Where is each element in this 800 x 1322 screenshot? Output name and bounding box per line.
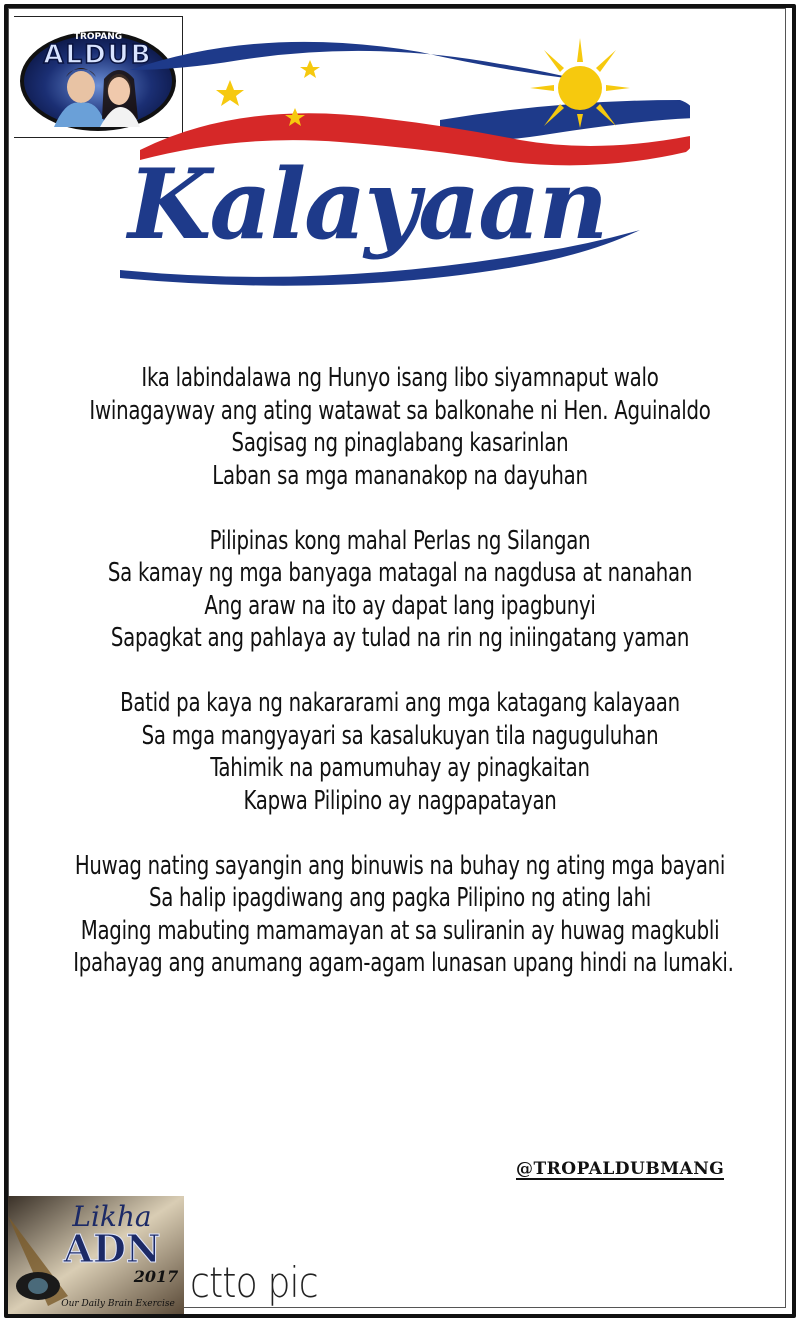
- poem-stanza: [20, 525, 780, 655]
- logo-main-text: ADN: [63, 1226, 161, 1271]
- poem: [20, 362, 780, 1012]
- poem-line: Iwinagayway ang ating watawat sa balkonahe ni Hen. Aguinaldo: [89, 395, 711, 426]
- logo-script-text: Likha: [72, 1200, 152, 1233]
- kalayaan-banner: [120, 30, 690, 290]
- poem-line: Ipahayag ang anumang agam-agam lunasan upang hindi na lumaki.: [73, 948, 734, 978]
- author-handle: @TROPALDUBMANG: [516, 1159, 725, 1179]
- banner-title: Kalayaan: [128, 148, 607, 261]
- poem-stanza: [20, 850, 780, 980]
- poem-line: Huwag nating sayangin ang binuwis na buhay ng ating mga bayani: [74, 850, 726, 881]
- star-icon: [300, 60, 320, 78]
- poem-line: Pilipinas kong mahal Perlas ng Silangan: [209, 525, 591, 556]
- poem-line: Ika labindalawa ng Hunyo isang libo siyamnaput walo: [141, 363, 659, 393]
- poem-line: Sagisag ng pinaglabang kasarinlan: [231, 428, 569, 458]
- logo-year: 2017: [133, 1267, 179, 1286]
- poem-line: Ang araw na ito ay dapat lang ipagbunyi: [204, 590, 596, 621]
- poem-line: Sa mga mangyayari sa kasalukuyan tila naguguluhan: [141, 720, 659, 751]
- poem-line: Sapagkat ang pahlaya ay tulad na rin ng iniingatang yaman: [110, 623, 690, 653]
- poem-line: Batid pa kaya ng nakararami ang mga katagang kalayaan: [120, 688, 680, 718]
- likha-adn-logo: [8, 1196, 184, 1314]
- poem-stanza: [20, 687, 780, 817]
- poem-line: Tahimik na pamumuhay ay pinagkaitan: [210, 753, 590, 783]
- poem-stanza: [20, 362, 780, 492]
- poem-line: Sa kamay ng mga banyaga matagal na nagdusa at nanahan: [107, 558, 693, 588]
- photo-credit: ctto pic: [190, 1258, 318, 1307]
- badge-top-text: TROPANG: [73, 32, 123, 42]
- star-icon: [216, 80, 244, 106]
- banner-blue-swoosh: [130, 42, 580, 80]
- badge-main-text: ALDUB: [43, 40, 153, 70]
- poem-line: Sa halip ipagdiwang ang pagka Pilipino ng ating lahi: [148, 883, 652, 913]
- logo-tagline: Our Daily Brain Exercise: [61, 1299, 175, 1309]
- poem-line: Laban sa mga mananakop na dayuhan: [212, 460, 588, 491]
- person-left-face: [67, 71, 95, 103]
- poem-line: Kapwa Pilipino ay nagpapatayan: [243, 785, 557, 816]
- poem-line: Maging mabuting mamamayan at sa suliranin ay huwag magkubli: [80, 915, 720, 946]
